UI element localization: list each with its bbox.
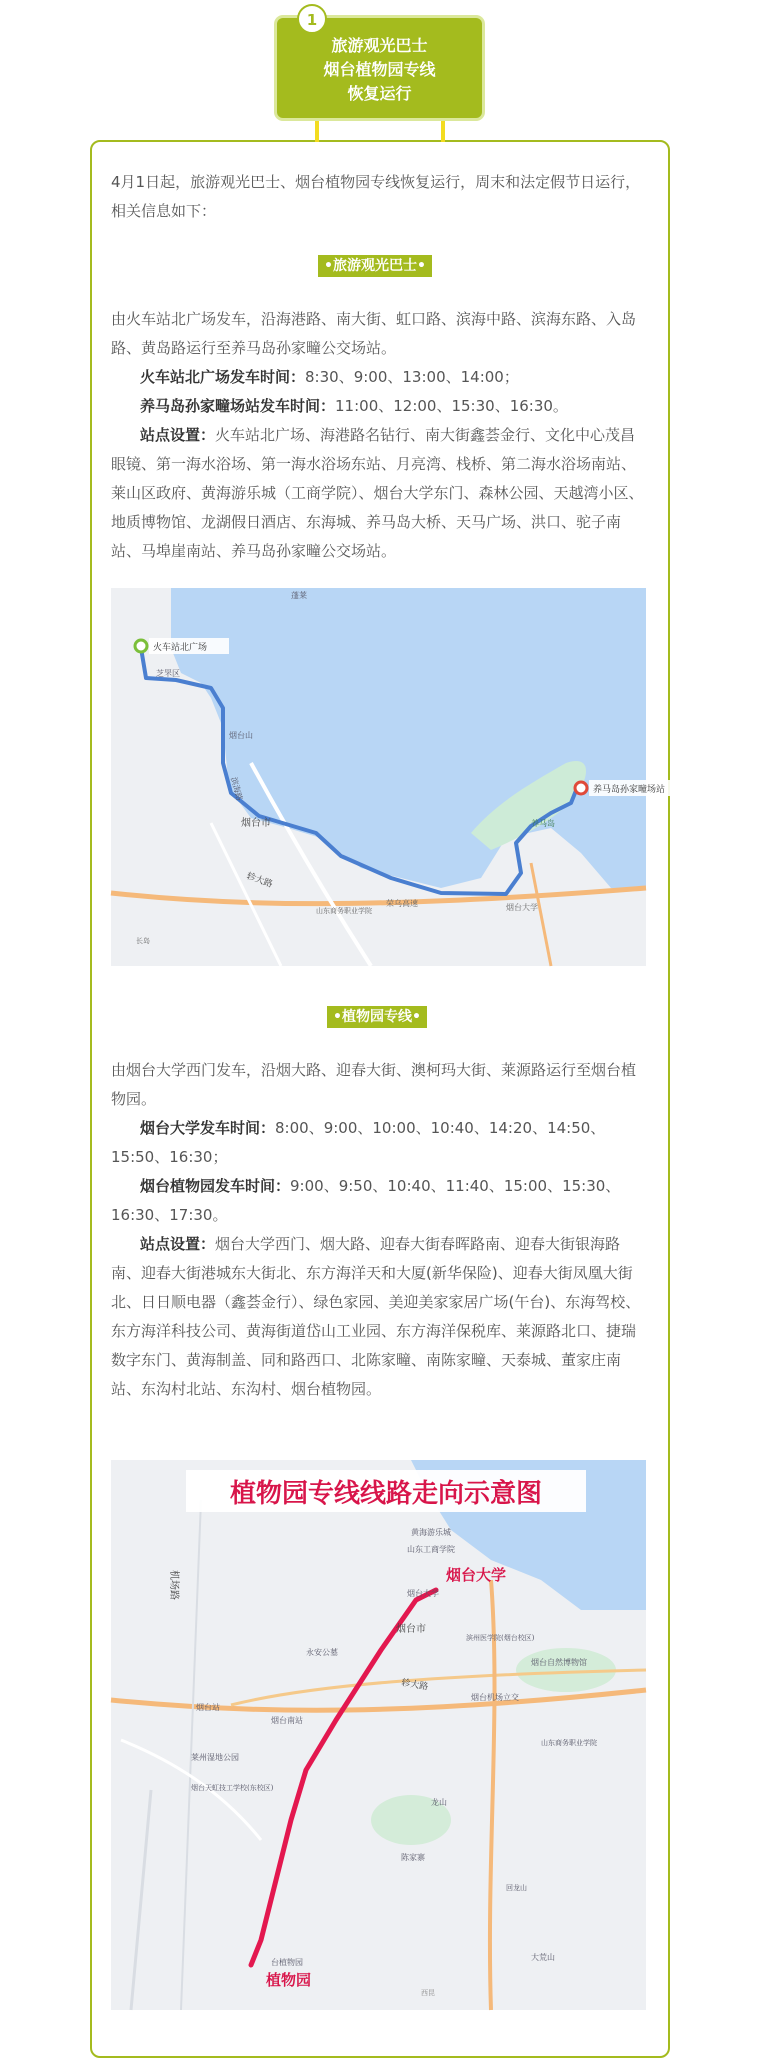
map-label: 回龙山 (506, 1884, 527, 1892)
map-label: 长岛 (136, 937, 150, 945)
bus-dep1-label: 火车站北广场发车时间： (140, 368, 306, 386)
map-label: 永安公墓 (306, 1648, 338, 1657)
map-label: 蓬莱 (291, 591, 307, 600)
map-label: 烟台机场立交 (471, 1693, 519, 1702)
map-label: 大荒山 (531, 1953, 555, 1962)
bus-stops-label: 站点设置： (140, 426, 216, 444)
map-label: 轸大路 (244, 871, 274, 891)
bus-route-map (111, 588, 666, 966)
bus-route-text: 由火车站北广场发车，沿海港路、南大街、虹口路、滨海中路、滨海东路、入岛路、黄岛路运行至养马岛孙家疃公交场站。 (111, 310, 637, 357)
map-label: 滨海路 (229, 776, 244, 802)
map-label: 山东商务职业学院 (316, 907, 372, 915)
bus-end-marker (575, 782, 587, 794)
bus-end-label: 养马岛孙家疃场站 (593, 785, 666, 795)
map-label: 烟台天虹技工学校(东校区) (191, 1784, 274, 1792)
bus-dep2-value: 11:00、12:00、15:30、16:30。 (335, 397, 568, 415)
title-line-3: 恢复运行 (347, 84, 412, 103)
bus-dep1-value: 8:30、9:00、13:00、14:00； (305, 368, 519, 386)
bus-start-label: 火车站北广场 (153, 643, 208, 653)
connector-right (441, 118, 445, 142)
map-label: 烟台大学 (407, 1589, 439, 1598)
garden-end-label: 植物园 (266, 1971, 312, 1989)
garden-dep1-label: 烟台大学发车时间： (140, 1119, 276, 1137)
intro-text: 4月1日起，旅游观光巴士、烟台植物园专线恢复运行，周末和法定假节日运行，相关信息如下： (111, 173, 641, 220)
garden-route-map (111, 1460, 646, 2010)
garden-start-label: 烟台大学 (446, 1566, 507, 1584)
map-label: 烟台山 (229, 731, 253, 740)
map-label: 烟台大学 (506, 903, 538, 912)
map-label: 烟台市 (241, 818, 271, 829)
garden-stops-label: 站点设置： (140, 1235, 216, 1253)
bus-departure-1 (111, 363, 646, 392)
map-label: 滨州医学院(烟台校区) (466, 1634, 535, 1642)
map-label: 台植物园 (271, 1958, 303, 1967)
map-label: 养马岛 (531, 819, 555, 828)
bus-section-tag: •旅游观光巴士• (318, 255, 432, 277)
map-label: 芝罘区 (156, 669, 180, 678)
map-label: 陈家寨 (401, 1853, 425, 1862)
garden-stops (111, 1230, 646, 1404)
title-line-1: 旅游观光巴士 (331, 36, 428, 55)
bus-stops-value: 火车站北广场、海港路名钻行、南大街鑫荟金行、文化中心茂昌眼镜、第一海水浴场、第一海水浴场东站、月亮湾、栈桥、第二海水浴场南站、莱山区政府、黄海游乐城（工商学院）、烟台大学东门、森林公园、天越湾小区、地质博物馆、龙湖假日酒店、东海城、养马岛大桥、天马广场、洪口、驼子南站、马埠崖南站、养马岛孙家疃公交场站。 (111, 426, 644, 560)
map-label: 山东工商学院 (407, 1545, 455, 1554)
garden-route-text: 由烟台大学西门发车，沿烟大路、迎春大街、澳柯玛大街、莱源路运行至烟台植物园。 (111, 1061, 637, 1108)
map-label: 荣乌高速 (386, 899, 418, 908)
title-line-2: 烟台植物园专线 (323, 60, 436, 79)
section-number-badge: 1 (297, 4, 327, 34)
map-label: 烟台自然博物馆 (531, 1658, 587, 1667)
garden-map-title: 植物园专线线路走向示意图 (229, 1479, 543, 1509)
garden-dep1-value: 8:00、9:00、10:00、10:40、14:20、14:50、15:50、16:30； (111, 1119, 606, 1166)
bus-departure-2 (111, 392, 646, 421)
garden-dep2-label: 烟台植物园发车时间： (140, 1177, 291, 1195)
map-label: 莱州湿地公园 (191, 1753, 239, 1762)
garden-stops-value: 烟台大学西门、烟大路、迎春大街春晖路南、迎春大街银海路南、迎春大街港城东大街北、东方海洋天和大厦(新华保险)、迎春大街凤凰大街北、日日顺电器（鑫荟金行）、绿色家园、美迎美家家居广场(午台)、东海驾校、东方海洋科技公司、黄海街道岱山工业园、东方海洋保税库、莱源路北口、捷瑞数字东门、黄海制盖、同和路西口、北陈家疃、南陈家疃、天泰城、董家庄南站、东沟村北站、东沟村、烟台植物园。 (111, 1235, 641, 1398)
garden-dep2-value: 9:00、9:50、10:40、11:40、15:00、15:30、16:30、17:30。 (111, 1177, 621, 1224)
garden-section-tag: •植物园专线• (327, 1006, 427, 1028)
bus-dep2-label: 养马岛孙家疃场站发车时间： (140, 397, 336, 415)
map-label: 烟台站 (196, 1703, 220, 1712)
map-label: 轸大路 (400, 1678, 429, 1693)
map-label: 黄海游乐城 (411, 1528, 451, 1537)
bus-start-marker (135, 640, 147, 652)
map-label: 机场路 (168, 1570, 179, 1600)
map-label: 烟台市 (396, 1624, 426, 1635)
map-label: 龙山 (431, 1798, 447, 1807)
map-label: 山东商务职业学院 (541, 1739, 597, 1747)
map-label: 烟台南站 (271, 1716, 303, 1725)
bus-stops (111, 421, 646, 566)
map-label: 西昆 (421, 1989, 435, 1997)
connector-left (315, 118, 319, 142)
garden-departure-1 (111, 1114, 646, 1172)
garden-departure-2 (111, 1172, 646, 1230)
